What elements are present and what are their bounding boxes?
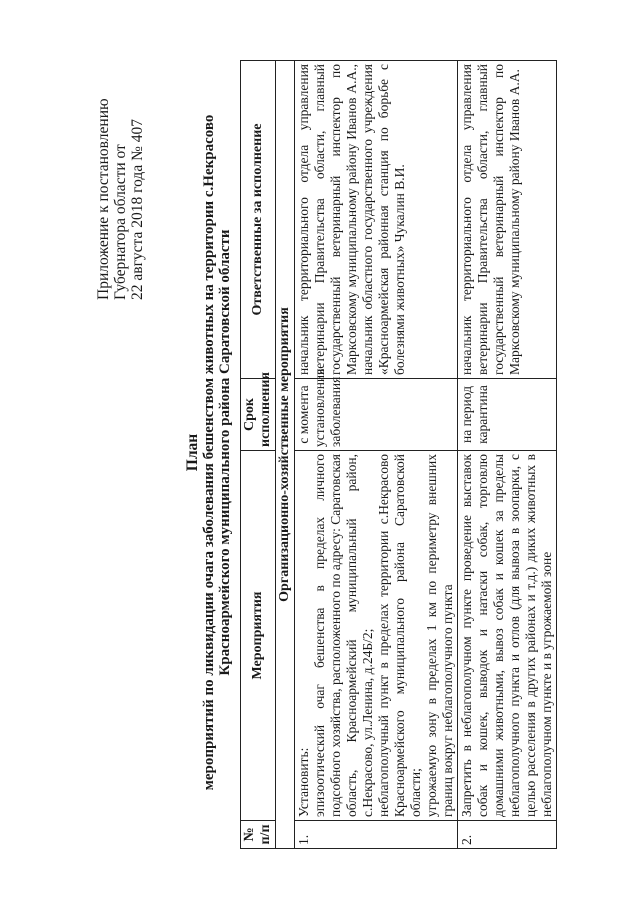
row-activity: Запретить в неблагополучном пункте проведение выставок собак и кошек, выводок и натаски собак, торговлю домашними животными, вывоз собак и кошек за пределы неблагополучного пункта и отлов (для вывоза в зоопарки, с целью расселения в других районах и т.д.) диких животных в неблагополучном пункте и в угрожаемой зоне xyxy=(458,451,557,821)
approval-line-2: Губернатора области от xyxy=(112,144,129,300)
table-row xyxy=(295,61,458,849)
activity-paragraph: эпизоотический очаг бешенства в пределах личного подсобного хозяйства, расположенного по адресу: Саратовская область, Красноармейский муниципальный район, с.Некрасово, ул.Ленина, д.24Б/2; xyxy=(312,454,375,817)
header-term: Срок исполнения xyxy=(241,379,276,451)
row-number: 1. xyxy=(295,821,458,849)
table-row xyxy=(458,61,557,849)
plan-title-block xyxy=(185,0,233,905)
approval-line-1: Приложение к постановлению xyxy=(95,98,112,300)
header-responsible: Ответственные за исполнение xyxy=(241,61,276,379)
table-header-row xyxy=(241,61,276,849)
activity-intro: Установить: xyxy=(296,747,311,817)
activity-paragraph: угрожаемую зону в пределах 1 км по периметру внешних границ вокруг неблагополучного пункта xyxy=(424,454,455,817)
header-no: № п/п xyxy=(241,821,276,849)
row-activity xyxy=(295,451,458,821)
section-row xyxy=(276,61,295,849)
row-term: на период карантина xyxy=(458,379,557,451)
plan-title: План xyxy=(184,433,201,472)
row-responsible: начальник территориального отдела управления ветеринарии Правительства области, главный государственный ветеринарный инспектор по Марксовскому муниципальному району Иванов А.А. xyxy=(458,61,557,379)
plan-subtitle-line-1: мероприятий по ликвидации очага заболевания бешенством животных на территории с.Некрасово xyxy=(201,114,217,791)
approval-line-3: 22 августа 2018 года № 407 xyxy=(129,119,146,300)
plan-table xyxy=(240,60,557,849)
row-responsible: начальник территориального отдела управления ветеринарии Правительства области, главный государственный ветеринарный инспектор по Марксовскому муниципальному району Иванов А.А., начальник областного государственного учреждения «Красноармейская районная станция по борьбе с болезнями животных» Чукалин В.И. xyxy=(295,61,458,379)
row-term: с момента установления заболевания xyxy=(295,379,458,451)
activity-paragraph: неблагополучный пункт в пределах территории с.Некрасово Красноармейского муниципального района Саратовской области; xyxy=(376,454,423,817)
approval-block xyxy=(95,98,146,300)
header-activities: Мероприятия xyxy=(241,451,276,821)
plan-subtitle-line-2: Красноармейского муниципального района Саратовской области xyxy=(217,229,233,676)
row-number: 2. xyxy=(458,821,557,849)
section-title: Организационно-хозяйственные мероприятия xyxy=(276,61,295,849)
